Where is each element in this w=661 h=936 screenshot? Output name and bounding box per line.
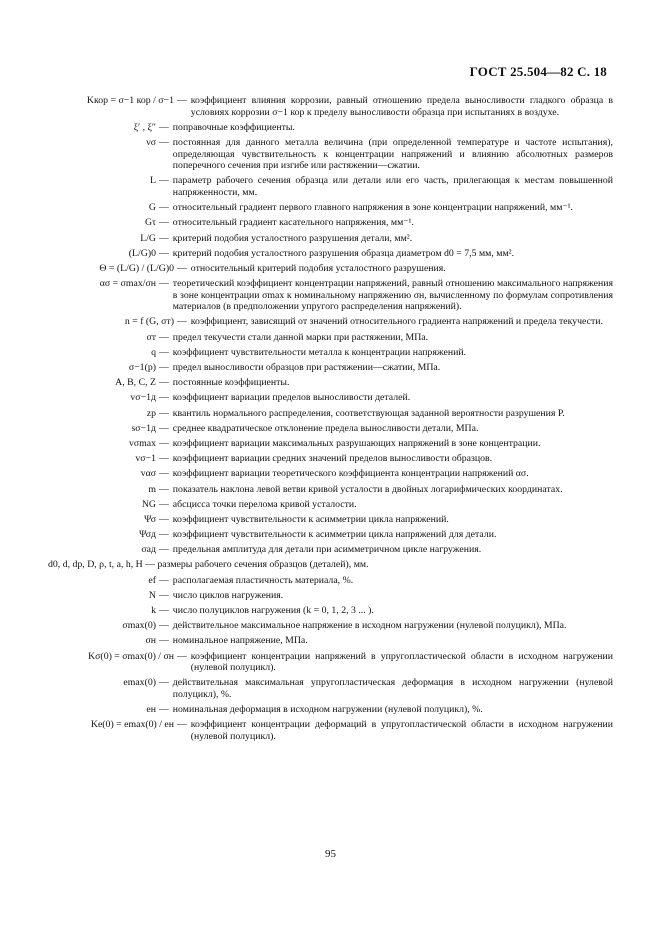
- definition-symbol: k: [151, 605, 156, 616]
- definition-row: [58, 453, 613, 465]
- definition-symbol: σ−1(p): [128, 362, 156, 373]
- definition-dash: —: [177, 719, 187, 731]
- definition-row: [58, 377, 613, 389]
- definition-row: [58, 635, 613, 647]
- definition-text: относительный градиент касательного напряжения, мм⁻¹.: [172, 217, 414, 229]
- definition-row: [58, 544, 613, 556]
- definition-text: относительный критерий подобия усталостного разрушения.: [190, 262, 446, 274]
- definition-text: абсцисса точки перелома кривой усталости.: [172, 498, 357, 510]
- definition-symbol: zp: [146, 407, 156, 419]
- definition-text: коэффициент, зависящий от значений относительного градиента напряжений и предела текучести.: [190, 316, 603, 328]
- definition-symbol: Kкор = σ−1 кор / σ−1: [86, 95, 174, 106]
- definition-dash: —: [159, 453, 169, 465]
- definition-dash: —: [159, 407, 169, 419]
- definition-symbol: eн: [146, 704, 156, 716]
- definition-dash: —: [159, 483, 169, 495]
- definition-dash: —: [159, 677, 169, 689]
- definition-text: поправочные коэффициенты.: [172, 121, 295, 133]
- definition-row: [58, 499, 613, 511]
- definition-symbol: n = f (G, σт): [124, 316, 174, 328]
- dimensions-line: d0, d, dp, D, ρ, t, a, h, H — размеры рабочего сечения образцов (деталей), мм.: [48, 559, 369, 571]
- definition-symbol: σн: [145, 635, 156, 647]
- definition-row: [58, 95, 613, 118]
- definition-row: [58, 468, 613, 480]
- definition-symbol: Ψσ: [144, 513, 156, 525]
- definition-dash: —: [177, 262, 187, 274]
- definition-dash: —: [159, 704, 169, 716]
- definition-symbol: m: [148, 483, 156, 495]
- definition-row: [58, 137, 613, 172]
- definition-row: [58, 175, 613, 198]
- definition-symbol: L: [150, 175, 156, 187]
- definition-row: [58, 719, 613, 742]
- definition-dash: —: [159, 620, 169, 632]
- definition-dash: —: [159, 278, 169, 290]
- definition-dash: —: [159, 498, 169, 510]
- definition-row: [58, 514, 613, 526]
- definition-dash: —: [159, 605, 169, 616]
- page-number: 95: [325, 848, 336, 860]
- definition-text: предел выносливости образцов при растяжении—сжатии, МПа.: [172, 362, 441, 373]
- definition-dash: —: [177, 316, 187, 328]
- definition-symbol: νσ: [146, 136, 156, 148]
- definition-text: критерий подобия усталостного разрушения образца диаметром d0 = 7,5 мм, мм².: [172, 247, 515, 259]
- definition-row: [58, 423, 613, 435]
- definition-row: [58, 278, 613, 313]
- definitions-list: [48, 95, 613, 746]
- definition-symbol: σт: [146, 331, 156, 343]
- definition-dash: —: [159, 589, 169, 601]
- definition-symbol: G: [148, 202, 156, 214]
- definition-dash: —: [159, 121, 169, 133]
- definition-row: [58, 651, 613, 674]
- page-header: ГОСТ 25.504—82 С. 18: [469, 64, 607, 79]
- definition-dash: —: [159, 136, 169, 148]
- definition-symbol: Θ = (L/G) / (L/G)0: [99, 262, 174, 274]
- definition-text: квантиль нормального распределения, соответствующая заданной вероятности разрушения P.: [172, 407, 565, 419]
- definition-dash: —: [159, 202, 169, 214]
- definition-symbol: L/G: [140, 232, 156, 244]
- definition-dash: —: [159, 422, 169, 434]
- definition-text: действительная максимальная упругопластическая деформация в исходном нагружении (нулевой полуцикл), %.: [172, 677, 613, 700]
- definition-text: параметр рабочего сечения образца или детали или его часть, прилегающая к местам повышенной напряженности, мм.: [172, 175, 613, 198]
- definition-dash: —: [159, 574, 169, 586]
- definition-symbol: vασ: [140, 468, 156, 480]
- definition-symbol: (L/G)0: [128, 247, 156, 259]
- definition-dash: —: [177, 95, 187, 106]
- definition-row: [58, 233, 613, 245]
- definition-row: [58, 122, 613, 134]
- definition-row: [58, 202, 613, 214]
- definition-row: [58, 332, 613, 344]
- definition-text: коэффициент чувствительности металла к концентрации напряжений.: [172, 346, 467, 358]
- definition-row: [58, 484, 613, 496]
- definition-row: [58, 408, 613, 420]
- definition-row: [58, 620, 613, 632]
- definition-row: [58, 362, 613, 374]
- definition-dash: —: [159, 437, 169, 449]
- definition-dash: —: [159, 217, 169, 229]
- definition-text: критерий подобия усталостного разрушения детали, мм².: [172, 232, 413, 244]
- definition-text: относительный градиент первого главного напряжения в зоне концентрации напряжений, мм⁻¹.: [172, 202, 573, 214]
- definition-dash: —: [159, 331, 169, 343]
- definition-dash: —: [159, 513, 169, 525]
- definition-text: предельная амплитуда для детали при асимметричном цикле нагружения.: [172, 544, 482, 556]
- definition-symbol: vσ−1д: [130, 392, 156, 404]
- definition-text: среднее квадратическое отклонение предела выносливости детали, МПа.: [172, 422, 479, 434]
- definition-symbol: NG: [141, 498, 156, 510]
- definition-row: [58, 590, 613, 602]
- definition-text: коэффициент концентрации напряжений в упругопластической области в исходном нагружении (нулевой полуцикл).: [190, 650, 613, 674]
- definition-text: постоянная для данного металла величина (при определенной температуре и частоте испытания), определяющая чувствительность к концентрации напряжений и влиянию абсолютных размеров поперечного сечения при изгибе или растяжении—сжатии.: [172, 136, 613, 172]
- definition-text: коэффициент вариации теоретического коэффициента концентрации напряжений ασ.: [172, 468, 529, 480]
- definition-dash: —: [159, 377, 169, 389]
- definition-symbol: Ψσд: [139, 529, 156, 541]
- definition-symbol: σад: [141, 544, 156, 556]
- definition-text: коэффициент влияния коррозии, равный отношению предела выносливости гладкого образца в условиях коррозии σ−1 кор к пределу выносливости образца при испытаниях в воздухе.: [190, 95, 613, 118]
- definition-symbol: σmax(0): [122, 620, 156, 632]
- definition-row: [58, 605, 613, 617]
- definition-symbol: A, B, C, Z: [115, 377, 156, 389]
- definition-row: [58, 347, 613, 359]
- definition-dash: —: [159, 346, 169, 358]
- definition-text: действительное максимальное напряжение в исходном нагружении (нулевой полуцикл), МПа.: [172, 620, 567, 632]
- definition-symbol: q: [151, 346, 156, 358]
- definition-row: [58, 392, 613, 404]
- definition-symbol: ξ′ , ξ″: [133, 121, 156, 133]
- definition-text: число циклов нагружения.: [172, 589, 284, 601]
- definition-symbol: emax(0): [123, 677, 156, 689]
- definition-text: число полуциклов нагружения (k = 0, 1, 2, 3 ... ).: [172, 605, 374, 616]
- definition-text: показатель наклона левой ветви кривой усталости в двойных логарифмических координатах.: [172, 483, 563, 495]
- definition-text: коэффициент вариации пределов выносливости деталей.: [172, 392, 411, 404]
- definition-text: постоянные коэффициенты.: [172, 377, 290, 389]
- definition-symbol: Ke(0) = emax(0) / eн: [90, 719, 174, 731]
- definition-text: коэффициент вариации максимальных разрушающих напряжений в зоне концентрации.: [172, 437, 541, 449]
- definition-text: предел текучести стали данной марки при растяжении, МПа.: [172, 331, 429, 343]
- definition-symbol: ασ = σmax/σн: [99, 278, 156, 290]
- definition-row: [58, 438, 613, 450]
- definition-row: [58, 316, 613, 328]
- definition-dash: —: [159, 247, 169, 259]
- definition-dash: —: [159, 544, 169, 556]
- definition-row: [58, 217, 613, 229]
- definition-text: коэффициент концентрации деформаций в упругопластической области в исходном нагружении (нулевой полуцикл).: [190, 719, 613, 742]
- definition-symbol: Kσ(0) = σmax(0) / σн: [88, 650, 174, 662]
- definition-row: [58, 529, 613, 541]
- definition-row: [58, 248, 613, 260]
- definition-row: [58, 677, 613, 700]
- definition-row: [58, 575, 613, 587]
- definition-dash: —: [159, 362, 169, 373]
- definition-dash: —: [159, 529, 169, 541]
- definition-text: теоретический коэффициент концентрации напряжений, равный отношению максимального напряжения в зоне концентрации σmax к номинальному напряжению σн, вычисленному по формулам сопротивления материалов (в предположении упругого распределения напряжений).: [172, 278, 613, 313]
- definition-text: коэффициент чувствительности к асимметрии цикла напряжений для детали.: [172, 529, 497, 541]
- definition-dash: —: [159, 635, 169, 647]
- definition-dash: —: [177, 650, 187, 662]
- definition-text: коэффициент вариации средних значений пределов выносливости образцов.: [172, 453, 493, 465]
- definition-symbol: N: [148, 589, 156, 601]
- definition-symbol: Gτ: [144, 217, 156, 229]
- definition-dash: —: [159, 175, 169, 187]
- definition-symbol: vσmax: [128, 437, 156, 449]
- definition-text: коэффициент чувствительности к асимметрии цикла напряжений.: [172, 513, 449, 525]
- definition-symbol: ef: [148, 574, 156, 586]
- definition-row: [58, 263, 613, 275]
- definition-dash: —: [159, 468, 169, 480]
- definition-text: номинальная деформация в исходном нагружении (нулевой полуцикл), %.: [172, 704, 483, 716]
- definition-text: номинальное напряжение, МПа.: [172, 635, 308, 647]
- definition-symbol: sσ−1д: [131, 422, 156, 434]
- definition-symbol: vσ−1: [135, 453, 156, 465]
- definition-text: располагаемая пластичность материала, %.: [172, 574, 354, 586]
- definition-dash: —: [159, 392, 169, 404]
- definition-dash: —: [159, 232, 169, 244]
- definition-row: [58, 704, 613, 716]
